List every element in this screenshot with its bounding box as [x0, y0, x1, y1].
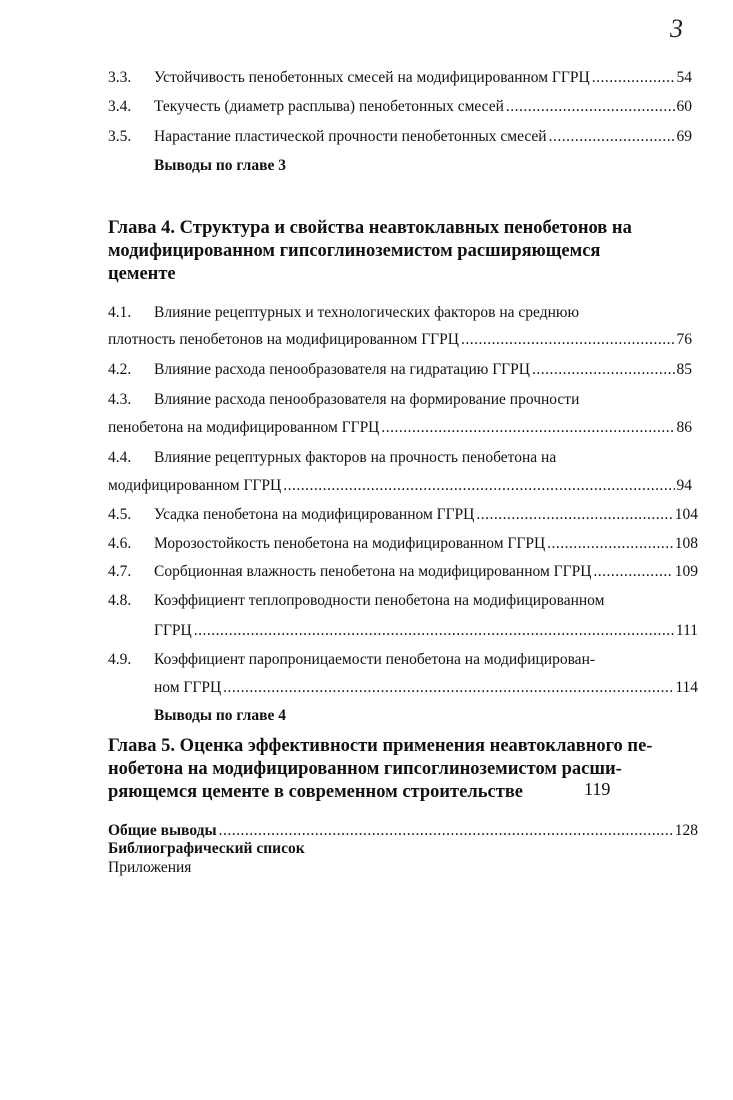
toc-item-page: 114 — [675, 679, 698, 696]
toc-item-number: 4.9. — [108, 651, 132, 668]
toc-item-page: 86 — [676, 419, 692, 436]
toc-item-title-cont: плотность пенобетонов на модифицированном ГГРЦ — [108, 331, 459, 348]
toc-item-title: Текучесть (диаметр расплыва) пенобетонных смесей — [154, 98, 504, 115]
toc-item-number: 4.1. — [108, 304, 132, 321]
toc-item-number: 4.4. — [108, 449, 132, 466]
toc-item-title-cont: ГГРЦ — [154, 622, 192, 639]
toc-item-title: Морозостойкость пенобетона на модифицированном ГГРЦ — [154, 535, 546, 552]
toc-item-page: 69 — [676, 128, 692, 145]
toc-item-4-4[interactable] — [108, 448, 692, 468]
chapter-5-heading-line-1[interactable]: Глава 5. Оценка эффективности применения неавтоклавного пе- — [108, 736, 653, 756]
toc-item-title: Влияние расхода пенообразователя на формирование прочности — [154, 391, 580, 408]
chapter-5-page: 119 — [584, 779, 611, 799]
chapter-4-heading-line-2[interactable]: модифицированном гипсоглиноземистом расширяющемся — [108, 241, 601, 261]
toc-item-number: 4.8. — [108, 592, 132, 609]
toc-item-4-5[interactable] — [108, 505, 698, 525]
chapter-5-heading-line-2[interactable]: нобетона на модифицированном гипсоглиноземистом расши- — [108, 759, 622, 779]
toc-item-title: Нарастание пластической прочности пенобетонных смесей — [154, 128, 547, 145]
toc-item-4-7[interactable] — [108, 562, 698, 582]
toc-item-page: 76 — [676, 331, 692, 348]
toc-item-page: 108 — [674, 535, 698, 552]
toc-general-conclusions[interactable] — [108, 821, 698, 841]
toc-item-title: Усадка пенобетона на модифицированном ГГРЦ — [154, 506, 475, 523]
toc-item-page: 128 — [674, 822, 698, 839]
toc-item-page: 104 — [674, 506, 698, 523]
chapter-5-heading-line-3[interactable]: ряющемся цементе в современном строительстве — [108, 782, 524, 802]
conclusions-chapter-4[interactable]: Выводы по главе 4 — [154, 707, 286, 724]
toc-item-number: 4.2. — [108, 361, 132, 378]
leader-dots — [506, 97, 675, 117]
toc-item-3-3[interactable] — [108, 68, 692, 88]
toc-item-4-8-cont[interactable] — [154, 621, 698, 641]
toc-item-title-cont: пенобетона на модифицированном ГГРЦ — [108, 419, 380, 436]
toc-item-4-9[interactable] — [108, 650, 698, 670]
leader-dots — [547, 534, 673, 554]
conclusions-chapter-3[interactable]: Выводы по главе 3 — [154, 157, 286, 174]
toc-item-page: 60 — [676, 98, 692, 115]
toc-item-page: 54 — [676, 69, 692, 86]
appendices[interactable]: Приложения — [108, 859, 192, 876]
leader-dots — [283, 476, 674, 496]
toc-item-title: Влияние рецептурных и технологических факторов на среднюю — [154, 304, 580, 321]
toc-item-title: Коэффициент теплопроводности пенобетона на модифицированном — [154, 592, 605, 609]
toc-item-4-4-cont[interactable] — [108, 476, 692, 496]
toc-item-number: 4.7. — [108, 563, 132, 580]
bibliography[interactable]: Библиографический список — [108, 840, 305, 857]
chapter-4-heading-line-3[interactable]: цементе — [108, 264, 176, 284]
toc-item-number: 3.5. — [108, 128, 132, 145]
toc-item-page: 111 — [675, 622, 698, 639]
chapter-4-heading-line-1[interactable]: Глава 4. Структура и свойства неавтоклавных пенобетонов на — [108, 218, 632, 238]
toc-item-title: Коэффициент паропроницаемости пенобетона на модифицирован- — [154, 651, 596, 668]
toc-item-4-3[interactable] — [108, 390, 692, 410]
toc-item-4-2[interactable] — [108, 360, 692, 380]
toc-item-4-8[interactable] — [108, 591, 698, 611]
leader-dots — [592, 68, 675, 88]
toc-item-title-cont: модифицированном ГГРЦ — [108, 477, 282, 494]
leader-dots — [219, 821, 673, 841]
page-number: 3 — [670, 14, 683, 43]
toc-item-number: 4.6. — [108, 535, 132, 552]
toc-item-4-3-cont[interactable] — [108, 418, 692, 438]
toc-item-number: 3.3. — [108, 69, 132, 86]
toc-item-4-9-cont[interactable] — [154, 678, 698, 698]
toc-item-number: 3.4. — [108, 98, 132, 115]
toc-item-page: 85 — [676, 361, 692, 378]
leader-dots — [461, 330, 675, 350]
toc-item-4-6[interactable] — [108, 534, 698, 554]
leader-dots — [223, 678, 673, 698]
toc-item-title: Сорбционная влажность пенобетона на модифицированном ГГРЦ — [154, 563, 592, 580]
toc-item-title: Устойчивость пенобетонных смесей на модифицированном ГГРЦ — [154, 69, 590, 86]
toc-item-title-cont: ном ГГРЦ — [154, 679, 222, 696]
leader-dots — [593, 562, 672, 582]
toc-item-number: 4.3. — [108, 391, 132, 408]
toc-item-title: Общие выводы — [108, 822, 217, 839]
toc-item-4-1[interactable] — [108, 303, 692, 323]
toc-item-page: 94 — [676, 477, 692, 494]
toc-item-title: Влияние рецептурных факторов на прочность пенобетона на — [154, 449, 557, 466]
toc-item-4-1-cont[interactable] — [108, 330, 692, 350]
toc-item-3-4[interactable] — [108, 97, 692, 117]
leader-dots — [549, 127, 675, 147]
leader-dots — [381, 418, 674, 438]
leader-dots — [476, 505, 672, 525]
leader-dots — [532, 360, 675, 380]
toc-item-page: 109 — [674, 563, 698, 580]
toc-item-title: Влияние расхода пенообразователя на гидратацию ГГРЦ — [154, 361, 530, 378]
leader-dots — [194, 621, 674, 641]
toc-item-number: 4.5. — [108, 506, 132, 523]
toc-item-3-5[interactable] — [108, 127, 692, 147]
